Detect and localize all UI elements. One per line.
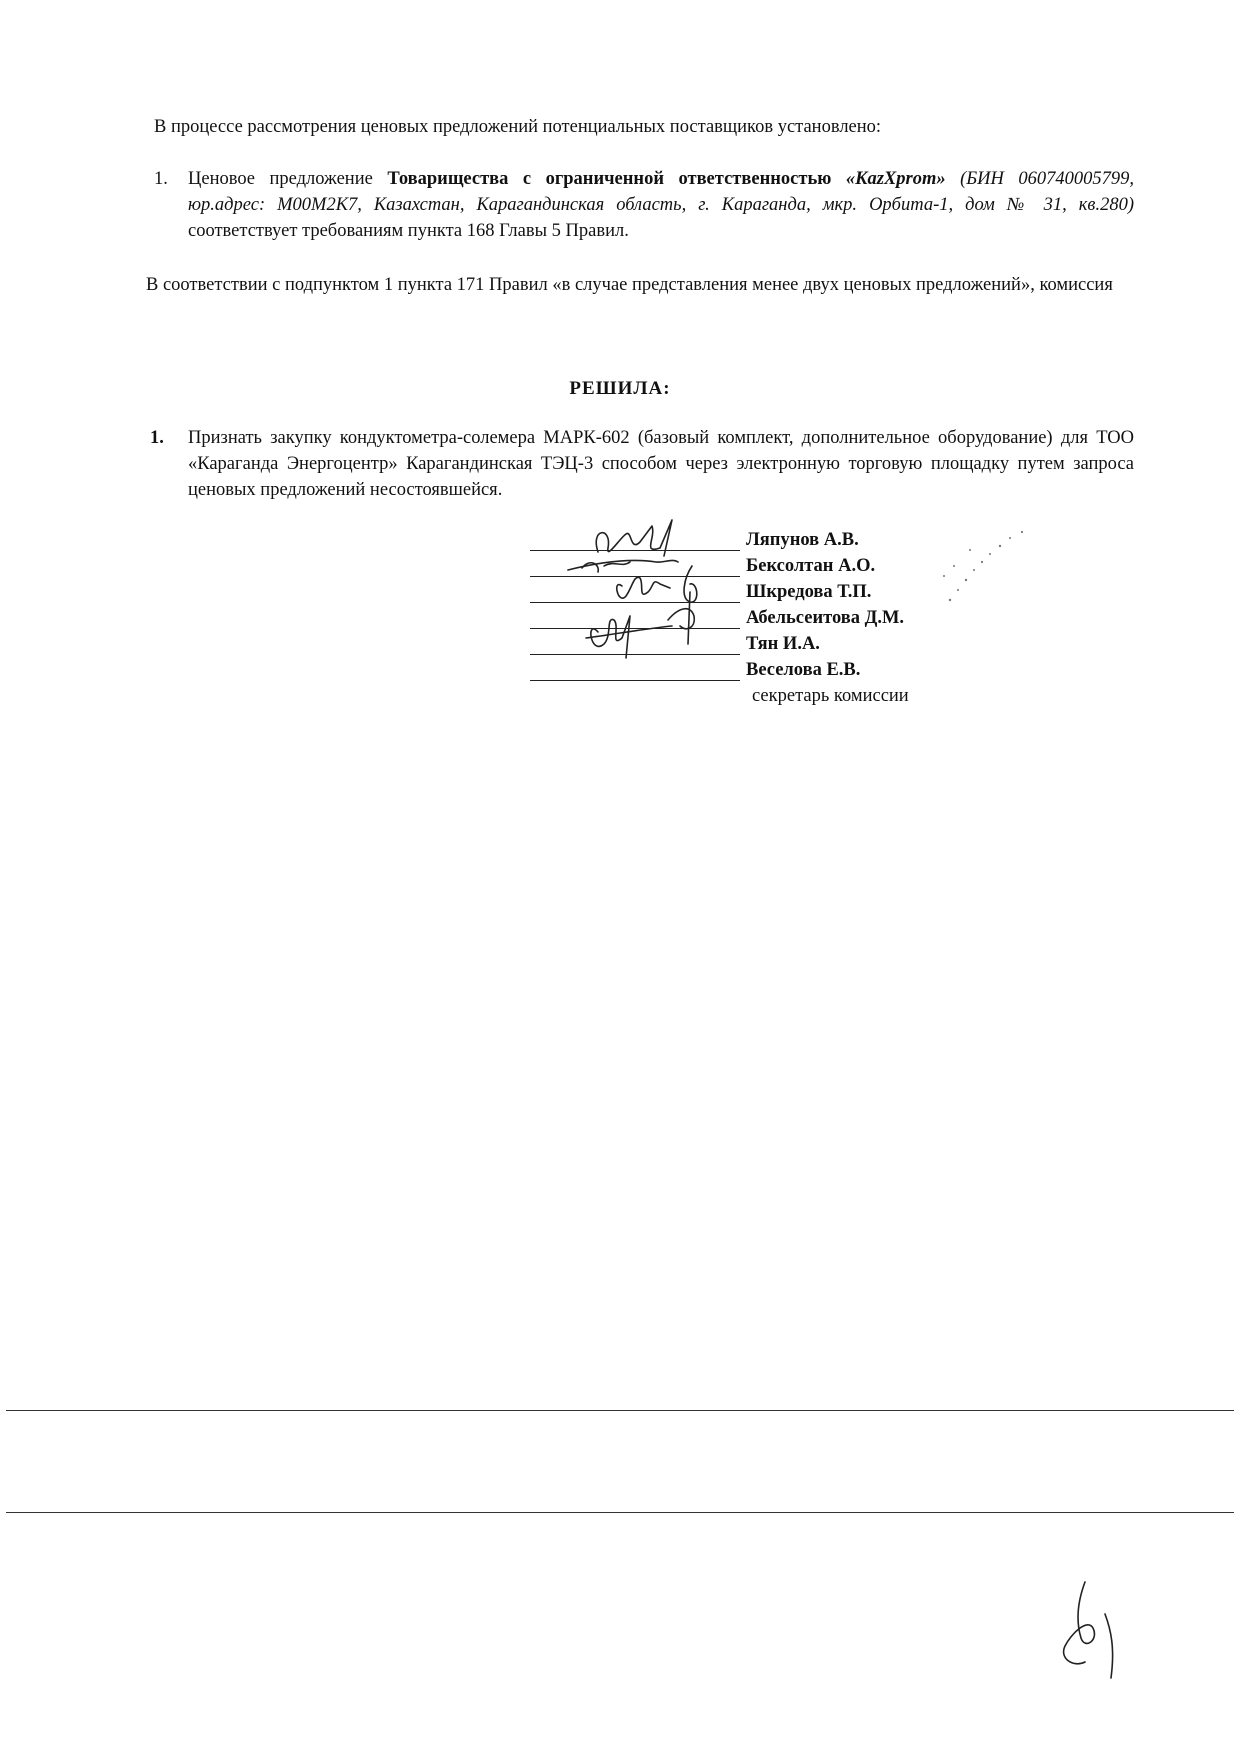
finding-tail: соответствует требованиям пункта 168 Главы 5 Правил. <box>188 221 629 241</box>
handwritten-initial <box>1045 1578 1135 1688</box>
signatory-name: Тян И.А. <box>746 634 820 654</box>
signature-line <box>530 680 740 681</box>
signature-row <box>530 632 1030 658</box>
signature-line <box>530 576 740 577</box>
signatory-name: Бексолтан А.О. <box>746 556 876 576</box>
decision-item-number: 1. <box>150 428 164 448</box>
secretary-row <box>530 684 1030 710</box>
finding-company-details: (БИН 060740005799, юр.адрес: М00М2К7, Казахстан, Карагандинская область, г. Караганда, мкр. Орбита-1, дом № 31, кв.280) <box>188 169 1134 215</box>
signature-line <box>530 602 740 603</box>
signature-row <box>530 528 1030 554</box>
signature-line <box>530 654 740 655</box>
finding-lead: Ценовое предложение <box>188 169 388 189</box>
finding-item-1 <box>154 166 1134 244</box>
signature-row <box>530 606 1030 632</box>
intro-paragraph: В процессе рассмотрения ценовых предложений потенциальных поставщиков установлено: <box>154 117 882 137</box>
signature-row <box>530 554 1030 580</box>
signatory-name: Шкредова Т.П. <box>746 582 872 602</box>
horizontal-rule <box>6 1410 1234 1411</box>
signatory-name: Ляпунов А.В. <box>746 530 859 550</box>
finding-company-name: «KazXprom» <box>845 169 946 189</box>
signature-row <box>530 658 1030 684</box>
decision-item-text: Признать закупку кондуктометра-солемера МАРК-602 (базовый комплект, дополнительное оборудование) для ТОО «Караганда Энергоцентр» Карагандинская ТЭЦ-3 способом через электронную торговую площадку путем запроса ценовых предложений несостоявшейся. <box>188 428 1134 500</box>
signature-row <box>530 580 1030 606</box>
finding-company-type: Товарищества с ограниченной ответственностью <box>387 169 846 189</box>
signature-block <box>530 528 1030 710</box>
horizontal-rule <box>6 1512 1234 1513</box>
signatory-name: Абельсеитова Д.М. <box>746 608 905 628</box>
signatory-name: Веселова Е.В. <box>746 660 861 680</box>
decision-item-1 <box>150 425 1134 503</box>
signature-line <box>530 628 740 629</box>
secretary-role: секретарь комиссии <box>752 686 909 706</box>
signature-line <box>530 550 740 551</box>
finding-item-body <box>188 166 1134 244</box>
finding-item-number: 1. <box>154 169 168 189</box>
accordance-paragraph: В соответствии с подпунктом 1 пункта 171 Правил «в случае представления менее двух ценовых предложений», комиссия <box>146 275 1113 295</box>
decision-heading: РЕШИЛА: <box>569 378 671 399</box>
